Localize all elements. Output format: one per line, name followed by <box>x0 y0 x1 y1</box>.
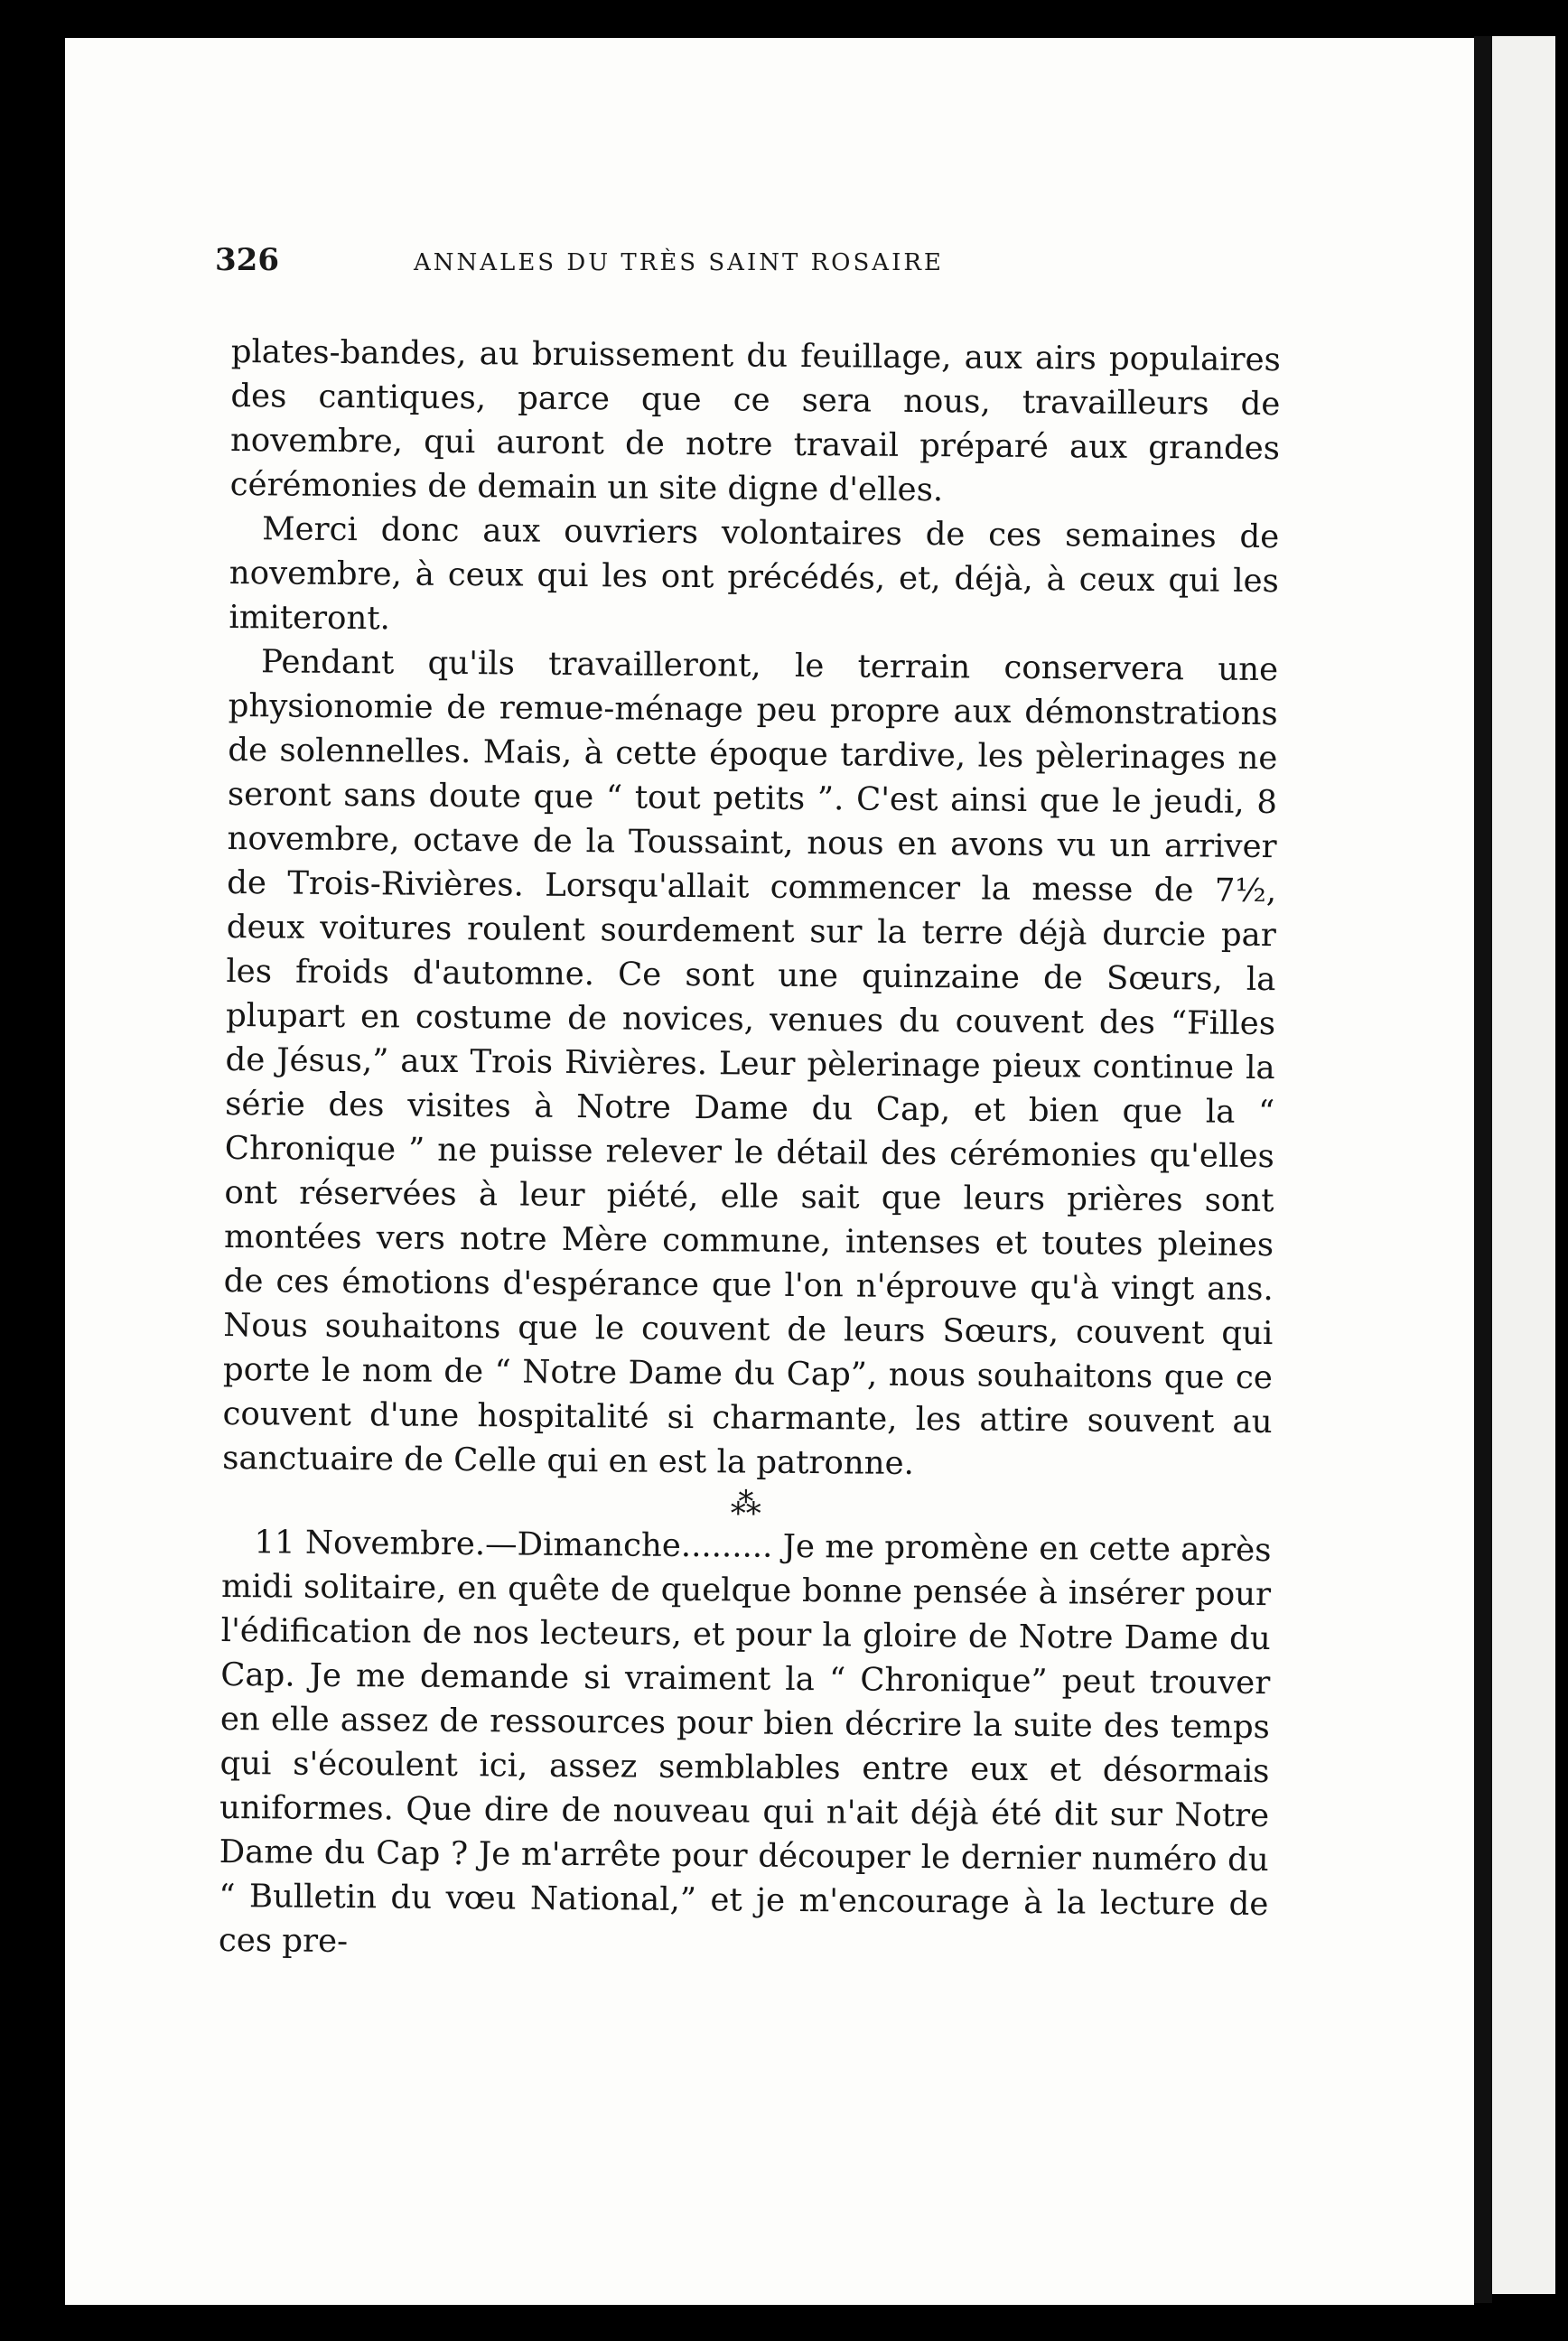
paragraph: plates-bandes, au bruissement du feuillage, aux airs populaires des cantiques, parce que ce sera nous, travailleurs de novembre, qui auront de notre travail préparé aux grandes cérémonies de demain un site digne d'elles. <box>229 332 1281 509</box>
section-separator: ⁂ <box>730 1486 763 1523</box>
paragraph: Merci donc aux ouvriers volontaires de ces semaines de novembre, à ceux qui les ont précédés, et, déjà, à ceux qui les imiteront. <box>229 510 1280 638</box>
page-fold-shadow <box>1474 36 1492 2303</box>
page-body <box>219 330 1281 1971</box>
paragraph: Pendant qu'ils travailleront, le terrain conservera une physionomie de remue-ménage peu propre aux démonstrations de solennelles. Mais, à cette époque tardive, les pèlerinages ne seront sans doute que “ tout petits ”. C'est ainsi que le jeudi, 8 novembre, octave de la Toussaint, nous en avons vu un arriver de Trois-Rivières. Lorsqu'allait commencer la messe de 7½, deux voitures roulent sourdement sur la terre déjà durcie par les froids d'automne. Ce sont une quinzaine de Sœurs, la plupart en costume de novices, venues du couvent des “Filles de Jésus,” aux Trois Rivières. Leur pèlerinage pieux continue la série des visites à Notre Dame du Cap, et bien que la “ Chronique ” ne puisse relever le détail des cérémonies qu'elles ont réservées à leur piété, elle sait que leurs prières sont montées vers notre Mère commune, intenses et toutes pleines de ces émotions d'espérance que l'on n'éprouve qu'à vingt ans. Nous souhaitons que le couvent de leurs Sœurs, couvent qui porte le nom de “ Notre Dame du Cap”, nous souhaitons que ce couvent d'une hospitalité si charmante, les attire souvent au sanctuaire de Celle qui en est la patronne. <box>222 643 1279 1482</box>
paragraph: 11 Novembre.—Dimanche......... Je me promène en cette après midi solitaire, en quête de quelque bonne pensée à insérer pour l'édification de nos lecteurs, et pour la gloire de Notre Dame du Cap. Je me demande si vraiment la “ Chronique” peut trouver en elle assez de ressources pour bien décrire la suite des temps qui s'écoulent ici, assez semblables entre eux et désormais uniformes. Que dire de nouveau qui n'ait déjà été dit sur Notre Dame du Cap ? Je m'arrête pour découper le dernier numéro du “ Bulletin du vœu National,” et je m'encourage à la lecture de ces pre- <box>218 1524 1272 1961</box>
page-header <box>215 242 1118 287</box>
adjacent-page-edge <box>1492 36 1555 2294</box>
running-title: ANNALES DU TRÈS SAINT ROSAIRE <box>414 249 944 276</box>
page-number: 326 <box>215 242 279 278</box>
